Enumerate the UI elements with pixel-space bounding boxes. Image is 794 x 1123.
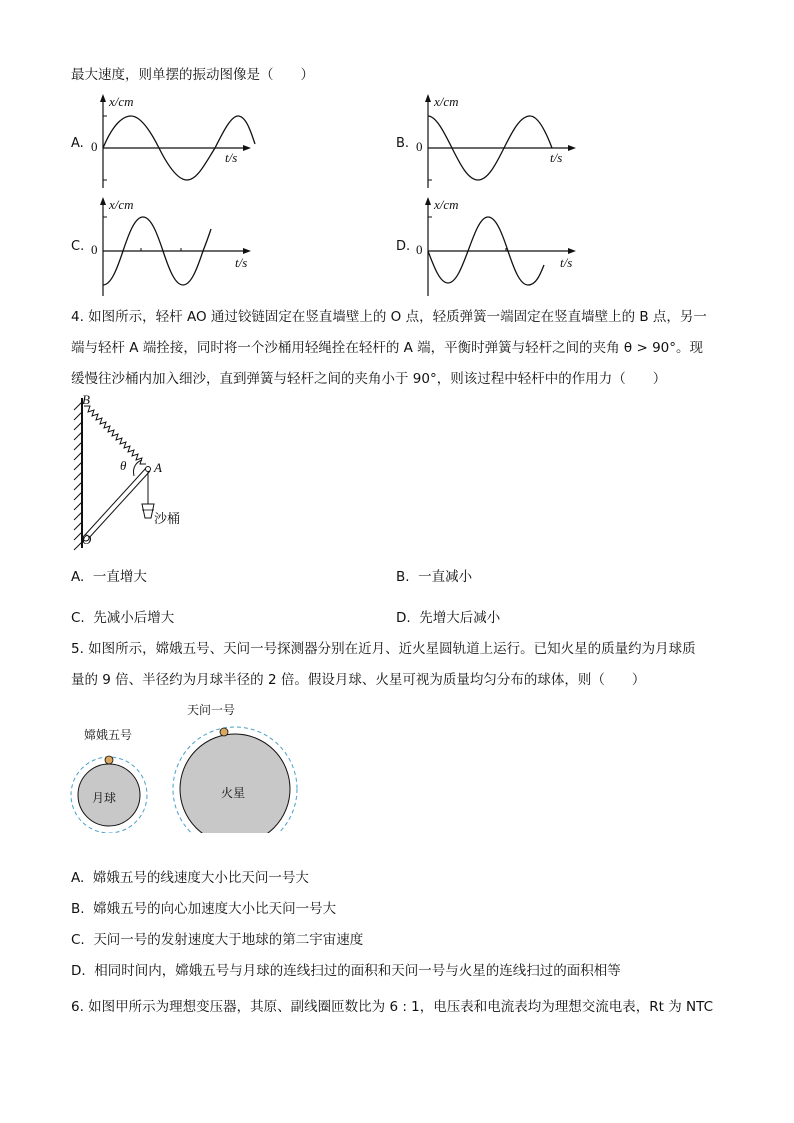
spring: [84, 406, 146, 464]
chang-e-5-probe: [105, 756, 113, 764]
graph-c-plot: [71, 195, 261, 300]
graph-c-origin: 0: [91, 242, 98, 257]
q4-option-a-letter: A.: [71, 569, 85, 585]
mars-label: 火星: [221, 786, 246, 800]
graph-b-origin: 0: [416, 139, 423, 154]
tianwen-1-probe: [220, 728, 228, 736]
q3-stem-tail: 最大速度，则单摆的振动图像是（ ）: [71, 67, 314, 83]
graph-c-letter: C.: [71, 239, 85, 254]
graph-c-xlabel: t/s: [235, 255, 248, 270]
q6-stem-line1: 6. 如图甲所示为理想变压器，其原、副线圈匝数比为 6 : 1，电压表和电流表均为理想交流电表，Rt 为 NTC: [71, 999, 714, 1015]
q4-option-d-text: 先增大后减小: [419, 610, 501, 626]
graph-a-ylabel: x/cm: [109, 94, 134, 109]
graph-a-xlabel: t/s: [225, 150, 238, 165]
graph-b-plot: [396, 92, 586, 192]
q4-stem-line2: 端与轻杆 A 端拴接，同时将一个沙桶用轻绳拴在轻杆的 A 端，平衡时弹簧与轻杆之间的夹角 θ > 90°。现: [71, 340, 704, 356]
q4-option-b[interactable]: [396, 567, 472, 587]
graph-option-c[interactable]: [71, 195, 331, 300]
q5-option-d[interactable]: [71, 961, 621, 981]
q4-option-a[interactable]: [71, 567, 147, 587]
graph-d-plot: [396, 195, 586, 300]
graph-b-xlabel: t/s: [550, 150, 563, 165]
graph-c-ylabel: x/cm: [109, 197, 134, 212]
graph-a-origin: 0: [91, 139, 98, 154]
graph-b-letter: B.: [396, 136, 410, 151]
label-o: O: [82, 532, 92, 547]
q5-figure: [66, 698, 316, 833]
wall-spring-rod-diagram: [68, 394, 208, 554]
q5-option-c[interactable]: [71, 930, 363, 950]
q4-stem-line1: 4. 如图所示，轻杆 AO 通过铰链固定在竖直墙壁上的 O 点，轻质弹簧一端固定在竖直墙壁上的 B 点，另一: [71, 309, 707, 325]
q4-option-a-text: 一直增大: [92, 569, 147, 585]
label-a: A: [154, 460, 162, 475]
graph-option-b[interactable]: [396, 92, 656, 192]
q5-option-a[interactable]: [71, 868, 309, 888]
graph-a-letter: A.: [71, 136, 84, 151]
q4-stem-line3: 缓慢往沙桶内加入细沙，直到弹簧与轻杆之间的夹角小于 90°，则该过程中轻杆中的作用力（ ）: [71, 371, 667, 387]
probe2-label: 天问一号: [187, 703, 236, 717]
bucket-icon: [142, 504, 154, 518]
q4-option-c-letter: C.: [71, 610, 85, 626]
graph-a-plot: [71, 92, 261, 192]
graph-d-letter: D.: [396, 239, 411, 254]
graph-d-ylabel: x/cm: [434, 197, 459, 212]
q5-option-a-text: 嫦娥五号的线速度大小比天问一号大: [92, 870, 309, 886]
graph-option-d[interactable]: [396, 195, 656, 300]
probe1-label: 嫦娥五号: [84, 728, 133, 742]
q4-figure: [68, 394, 208, 554]
q5-option-b-text: 嫦娥五号的向心加速度大小比天问一号大: [93, 901, 337, 917]
q5-stem-line2: 量的 9 倍、半径约为月球半径的 2 倍。假设月球、火星可视为质量均匀分布的球体，则（ ）: [71, 672, 646, 688]
graph-option-a[interactable]: [71, 92, 331, 192]
q5-stem-line1: 5. 如图所示，嫦娥五号、天问一号探测器分别在近月、近火星圆轨道上运行。已知火星的质量约为月球质: [71, 641, 696, 657]
q4-option-b-text: 一直减小: [418, 569, 473, 585]
q4-option-d[interactable]: [396, 608, 500, 628]
q5-option-c-text: 天问一号的发射速度大于地球的第二宇宙速度: [93, 932, 364, 948]
bucket-label: 沙桶: [154, 512, 181, 527]
rod: [84, 468, 146, 536]
q5-option-d-text: 相同时间内，嫦娥五号与月球的连线扫过的面积和天问一号与火星的连线扫过的面积相等: [94, 963, 621, 979]
graph-d-xlabel: t/s: [560, 255, 573, 270]
moon-label: 月球: [92, 791, 117, 805]
q4-option-d-letter: D.: [396, 610, 411, 626]
q5-option-b[interactable]: [71, 899, 336, 919]
q5-option-d-letter: D.: [71, 963, 86, 979]
q4-option-b-letter: B.: [396, 569, 410, 585]
orbit-diagram: [66, 698, 316, 833]
label-b: B: [82, 392, 90, 407]
graph-b-ylabel: x/cm: [434, 94, 459, 109]
q4-option-c-text: 先减小后增大: [93, 610, 175, 626]
q5-option-c-letter: C.: [71, 932, 85, 948]
q4-option-c[interactable]: [71, 608, 174, 628]
q5-option-b-letter: B.: [71, 901, 85, 917]
q5-option-a-letter: A.: [71, 870, 85, 886]
label-theta: θ: [120, 458, 127, 473]
graph-d-origin: 0: [416, 242, 423, 257]
